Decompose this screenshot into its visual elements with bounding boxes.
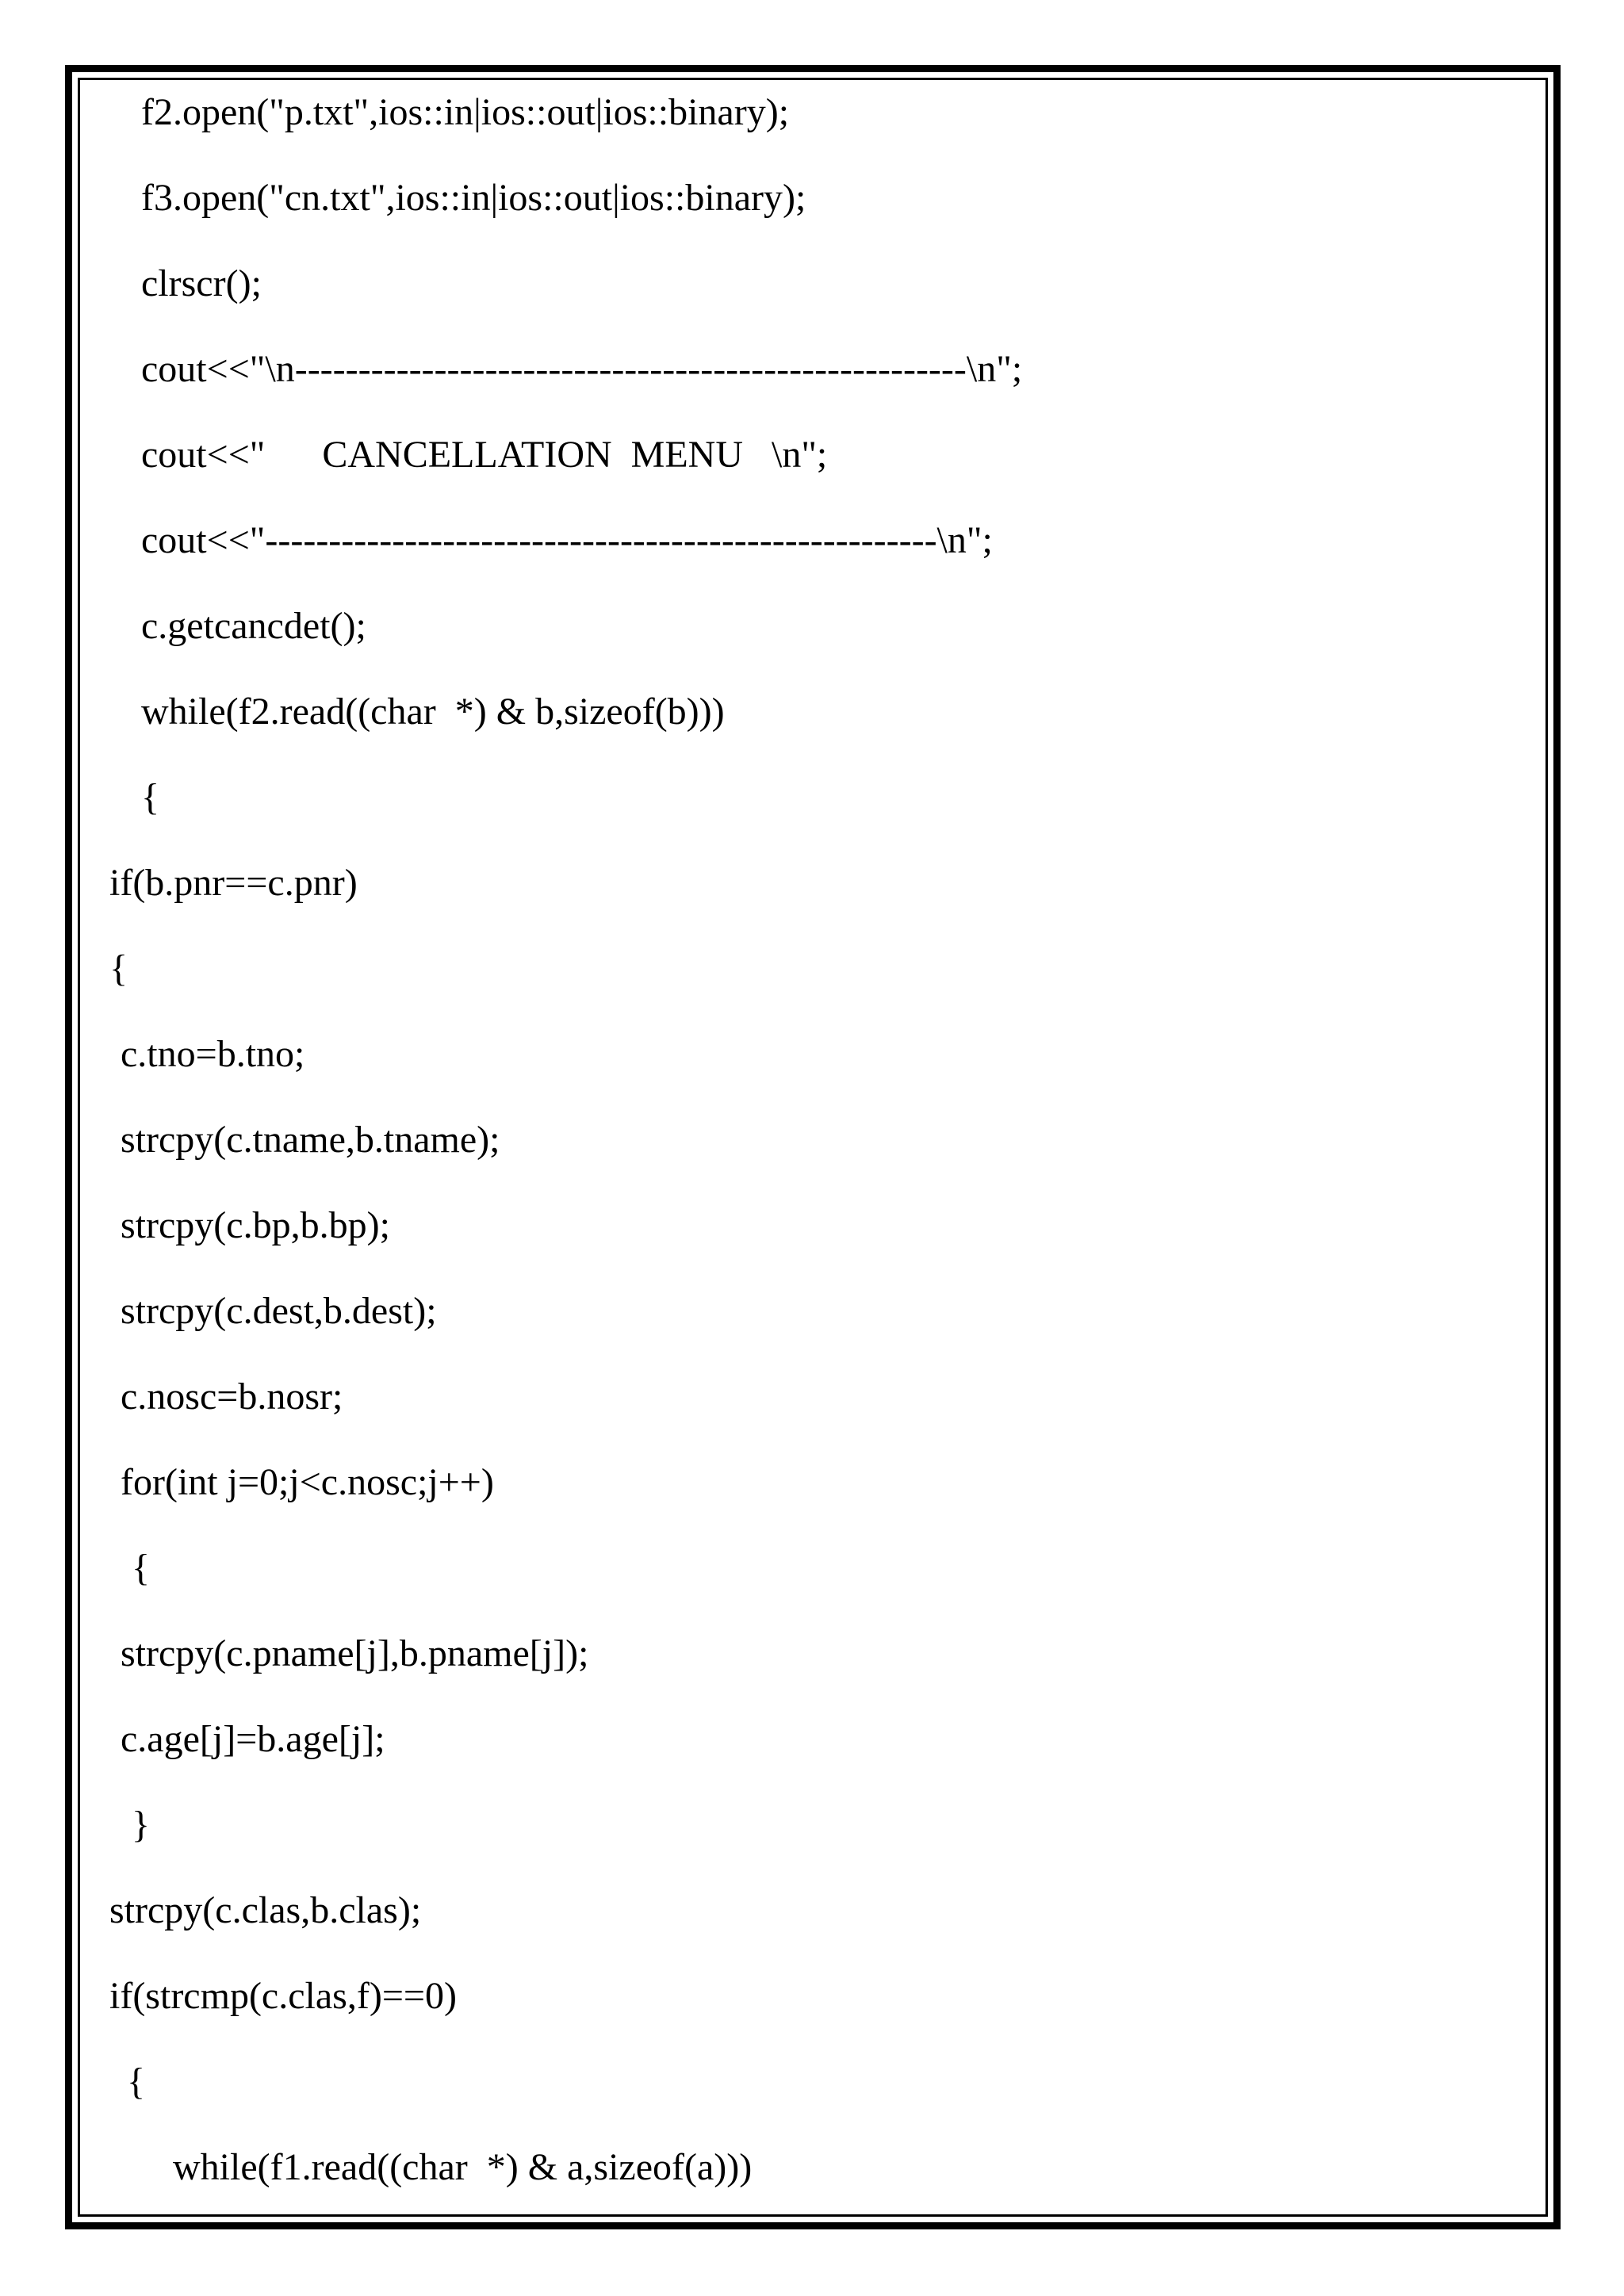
code-line: if(strcmp(c.clas,f)==0) — [109, 1975, 457, 2017]
code-line: strcpy(c.tname,b.tname); — [121, 1119, 500, 1161]
code-line: while(f1.read((char *) & a,sizeof(a))) — [173, 2146, 753, 2188]
code-line: cout<<" CANCELLATION MENU \n"; — [141, 434, 828, 476]
code-line: while(f2.read((char *) & b,sizeof(b))) — [141, 691, 725, 733]
code-line: if(b.pnr==c.pnr) — [109, 862, 358, 904]
code-line: { — [109, 947, 128, 989]
code-line: strcpy(c.dest,b.dest); — [121, 1290, 437, 1332]
code-line: strcpy(c.pname[j],b.pname[j]); — [121, 1632, 589, 1674]
code-line: } — [132, 1804, 151, 1846]
code-line: cout<<"-----------------------------------------------------\n"; — [141, 519, 993, 561]
code-line: c.getcancdet(); — [141, 605, 366, 647]
code-line: strcpy(c.clas,b.clas); — [109, 1889, 422, 1931]
code-line: { — [127, 2061, 146, 2103]
code-line: f3.open("cn.txt",ios::in|ios::out|ios::binary); — [141, 177, 806, 219]
code-line: cout<<"\n-----------------------------------------------------\n"; — [141, 348, 1023, 390]
code-line: for(int j=0;j<c.nosc;j++) — [121, 1461, 494, 1503]
code-line: c.nosc=b.nosr; — [121, 1376, 343, 1418]
code-line: f2.open("p.txt",ios::in|ios::out|ios::binary); — [141, 91, 790, 133]
code-line: { — [141, 776, 160, 818]
code-line: strcpy(c.bp,b.bp); — [121, 1204, 390, 1246]
code-line: { — [132, 1547, 151, 1589]
code-line: clrscr(); — [141, 262, 262, 304]
code-line: c.tno=b.tno; — [121, 1033, 305, 1075]
code-line: c.age[j]=b.age[j]; — [121, 1718, 385, 1760]
